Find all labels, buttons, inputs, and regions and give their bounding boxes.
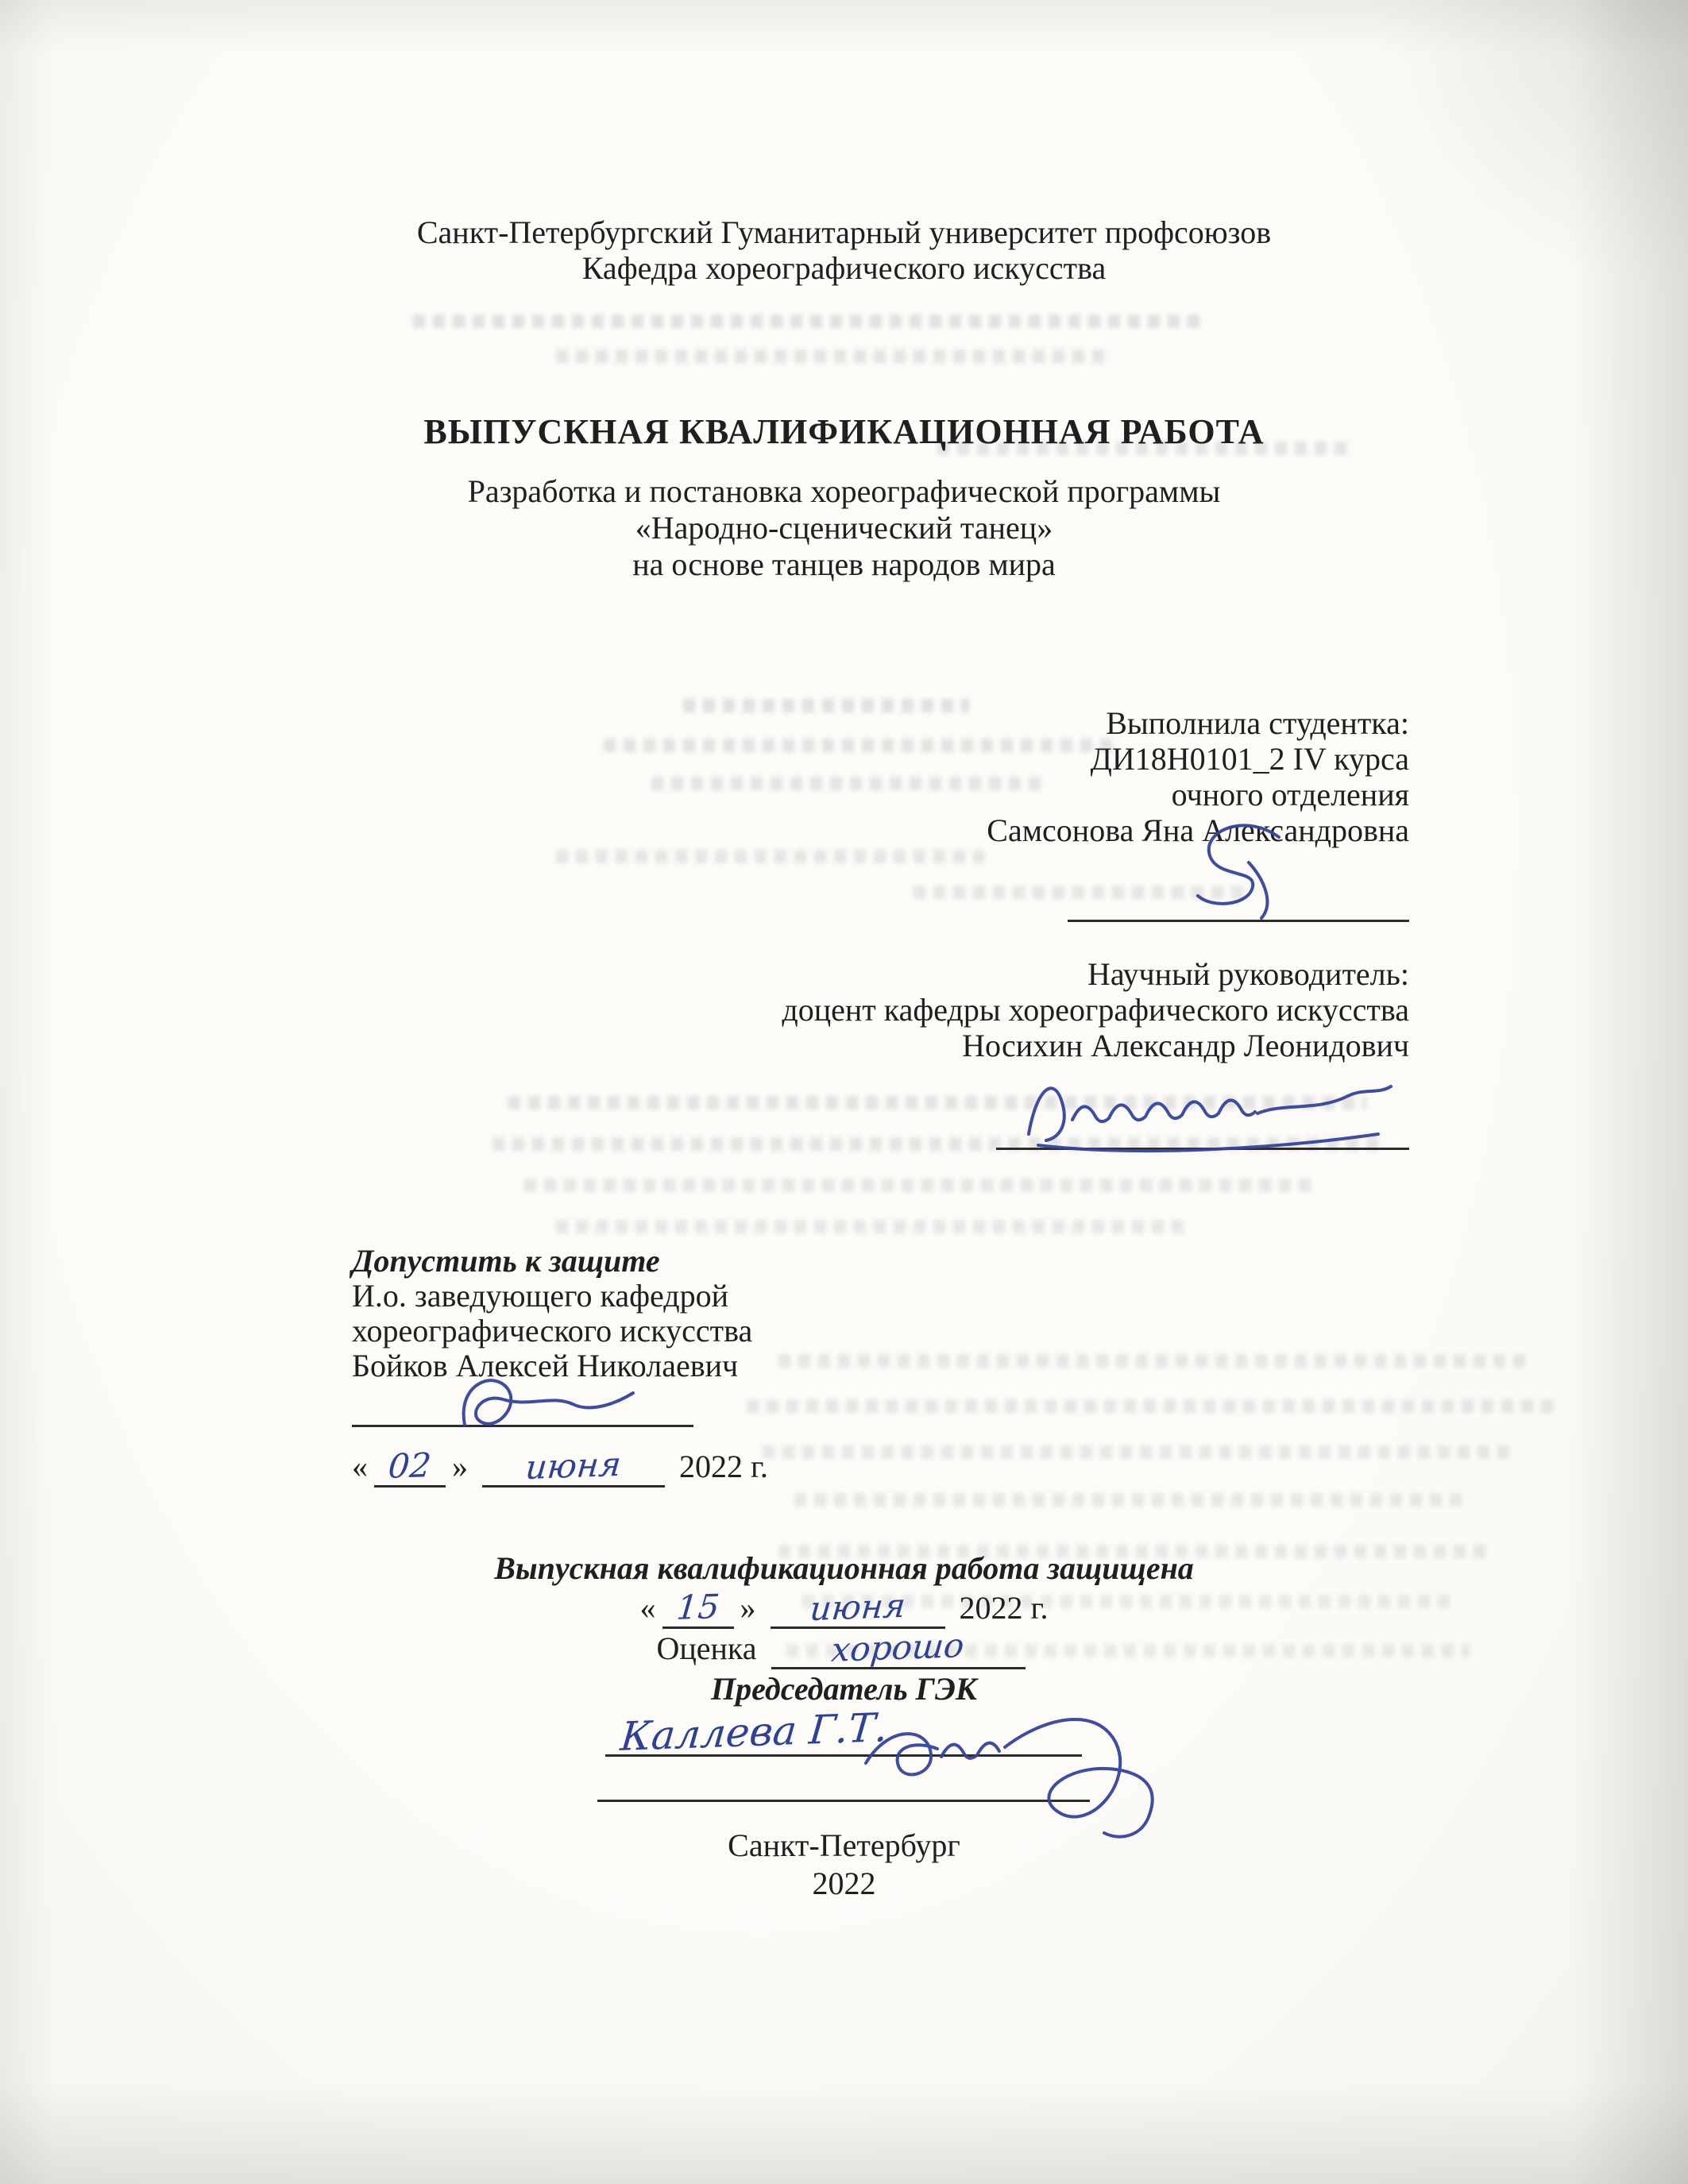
admission-date-year: 2022 г.	[679, 1449, 768, 1484]
admission-heading: Допустить к защите	[352, 1243, 660, 1279]
bleedthrough-text	[556, 850, 985, 863]
footer-year: 2022	[812, 1866, 876, 1901]
defense-heading: Выпускная квалификационная работа защищена	[494, 1550, 1194, 1586]
student-label: Выполнила студентка:	[1106, 705, 1409, 741]
bleedthrough-text	[763, 1445, 1517, 1459]
bleedthrough-text	[524, 1179, 1319, 1192]
thesis-subtitle	[0, 473, 1688, 583]
quote-close: »	[452, 1449, 468, 1484]
defense-date-month-slot	[771, 1585, 945, 1629]
admission-line-2: хореографического искусства	[352, 1313, 753, 1349]
defense-date-day-slot	[662, 1587, 734, 1629]
handwritten-day: 15	[674, 1587, 721, 1627]
bleedthrough-text	[778, 1354, 1533, 1368]
advisor-position: доцент кафедры хореографического искусства	[782, 992, 1409, 1028]
bleedthrough-text	[413, 314, 1207, 328]
admission-date-day-slot	[374, 1445, 446, 1488]
admission-signature	[433, 1360, 663, 1451]
scan-edge-shadow	[0, 0, 1688, 56]
defense-date-year: 2022 г.	[959, 1590, 1049, 1626]
bleedthrough-text	[747, 1399, 1557, 1413]
scan-edge-shadow	[0, 2081, 1688, 2184]
department-name: Кафедра хореографического искусства	[581, 250, 1107, 286]
document-header	[0, 214, 1688, 286]
handwritten-month: июня	[523, 1444, 624, 1488]
advisor-name: Носихин Александр Леонидович	[962, 1028, 1409, 1063]
bleedthrough-text	[683, 699, 969, 712]
chair-handwritten-name: Каллева Г.Т.	[618, 1704, 890, 1760]
admission-name: Бойков Алексей Николаевич	[352, 1348, 739, 1383]
bleedthrough-text	[556, 349, 1112, 363]
quote-open: «	[639, 1590, 656, 1626]
grade-slot	[771, 1626, 1026, 1669]
bleedthrough-text	[556, 1220, 1192, 1233]
thesis-title: ВЫПУСКНАЯ КВАЛИФИКАЦИОННАЯ РАБОТА	[423, 412, 1265, 451]
defense-block	[0, 1549, 1688, 1709]
quote-close: »	[740, 1590, 756, 1626]
handwritten-month: июня	[808, 1585, 907, 1629]
bleedthrough-text	[794, 1493, 1470, 1507]
admission-date-line	[352, 1444, 768, 1488]
defense-date-line	[0, 1585, 1688, 1629]
student-signature	[1152, 818, 1342, 921]
subtitle-line-2: «Народно-сценический танец»	[635, 510, 1053, 546]
footer-city: Санкт-Петербург	[728, 1827, 960, 1863]
admission-date-month-slot	[482, 1444, 665, 1488]
grade-line	[0, 1626, 1688, 1669]
subtitle-line-1: Разработка и постановка хореографической программы	[467, 473, 1221, 509]
grade-label: Оценка	[656, 1630, 757, 1667]
student-name: Самсонова Яна Александровна	[987, 812, 1409, 848]
chair-label: Председатель ГЭК	[710, 1671, 978, 1707]
student-group: ДИ18Н0101_2 IV курса	[1090, 741, 1409, 777]
quote-open: «	[352, 1449, 368, 1484]
document-footer	[0, 1827, 1688, 1903]
subtitle-line-3: на основе танцев народов мира	[632, 546, 1056, 582]
university-name: Санкт-Петербургский Гуманитарный университет профсоюзов	[416, 214, 1272, 250]
student-mode: очного отделения	[1171, 777, 1409, 812]
advisor-signature	[1005, 1064, 1402, 1156]
handwritten-day: 02	[387, 1445, 434, 1486]
handwritten-grade: хорошо	[829, 1626, 967, 1669]
admission-line-1: И.о. заведующего кафедрой	[352, 1278, 729, 1314]
advisor-label: Научный руководитель:	[1087, 956, 1409, 992]
advisor-block	[782, 956, 1409, 1063]
